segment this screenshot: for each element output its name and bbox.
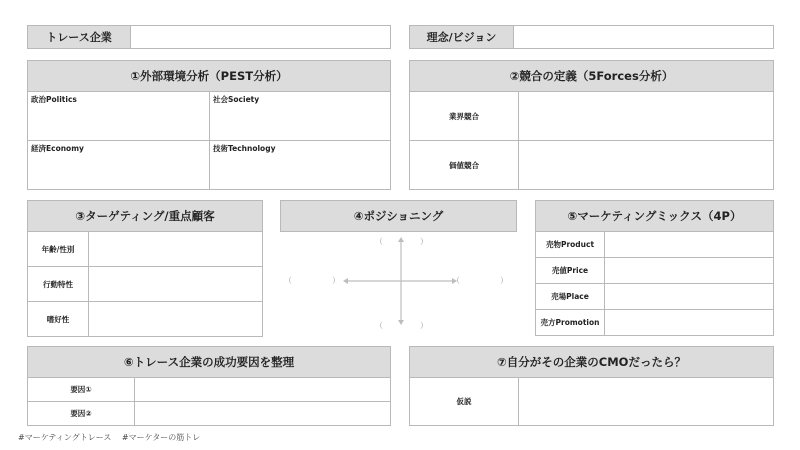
value-competition-label: 価値競合 [409, 140, 519, 190]
philosophy-input[interactable] [513, 25, 774, 49]
trace-company-label: トレース企業 [27, 25, 131, 49]
mix-row-label: 売場Place [535, 283, 605, 310]
mix-row-cell[interactable] [604, 257, 774, 284]
targeting-row-cell[interactable] [88, 231, 263, 267]
hypothesis-label: 仮説 [409, 377, 519, 426]
pest-politics-label: 政治Politics [31, 95, 77, 104]
competition-title: ②競合の定義（5Forces分析） [409, 60, 774, 92]
success-factor-cell[interactable] [134, 401, 391, 426]
footer-hashtags [18, 432, 208, 443]
cmo-title: ⑦自分がその企業のCMOだったら？ [409, 346, 774, 378]
mix-row-cell[interactable] [604, 231, 774, 258]
industry-competition-label: 業界競合 [409, 91, 519, 141]
pest-economy-label: 経済Economy [31, 144, 84, 153]
philosophy-label: 理念/ビジョン [409, 25, 514, 49]
axis-top-open-paren: （ [375, 237, 383, 246]
axis-bottom-open-paren: （ [375, 321, 383, 330]
axis-right-open-paren: （ [452, 276, 460, 285]
hypothesis-cell[interactable] [518, 377, 774, 426]
arrow-down-icon [398, 320, 404, 325]
targeting-row-label: 年齢/性別 [27, 231, 89, 267]
axis-left-open-paren: （ [284, 276, 292, 285]
targeting-title: ③ターゲティング/重点顧客 [27, 200, 263, 232]
targeting-row-label: 嗜好性 [27, 301, 89, 337]
targeting-row-cell[interactable] [88, 301, 263, 337]
arrow-up-icon [398, 237, 404, 242]
axis-bottom-close-paren: ） [420, 321, 428, 330]
mix-row-label: 売物Product [535, 231, 605, 258]
hashtag-marketing-trace[interactable]: #マーケティングトレース [18, 433, 112, 442]
marketing-mix-title: ⑤マーケティングミックス（4P） [535, 200, 774, 232]
success-factor-cell[interactable] [134, 377, 391, 402]
positioning-map [280, 232, 517, 337]
mix-row-cell[interactable] [604, 283, 774, 310]
hashtag-marketer-training[interactable]: #マーケターの筋トレ [121, 433, 201, 442]
targeting-row-label: 行動特性 [27, 266, 89, 302]
axis-left-close-paren: ） [332, 276, 340, 285]
axis-top-close-paren: ） [420, 237, 428, 246]
value-competition-cell[interactable] [518, 140, 774, 190]
success-factor-label: 要因② [27, 401, 135, 426]
industry-competition-cell[interactable] [518, 91, 774, 141]
pest-technology-label: 技術Technology [213, 144, 276, 153]
pest-society-label: 社会Society [213, 95, 260, 104]
success-factors-title: ⑥トレース企業の成功要因を整理 [27, 346, 391, 378]
mix-row-label: 売値Price [535, 257, 605, 284]
mix-row-cell[interactable] [604, 309, 774, 336]
positioning-title: ④ポジショニング [280, 200, 517, 232]
axis-right-close-paren: ） [500, 276, 508, 285]
mix-row-label: 売方Promotion [535, 309, 605, 336]
pest-title: ①外部環境分析（PEST分析） [27, 60, 391, 92]
trace-company-input[interactable] [130, 25, 391, 49]
targeting-row-cell[interactable] [88, 266, 263, 302]
arrow-left-icon [343, 278, 348, 284]
success-factor-label: 要因① [27, 377, 135, 402]
